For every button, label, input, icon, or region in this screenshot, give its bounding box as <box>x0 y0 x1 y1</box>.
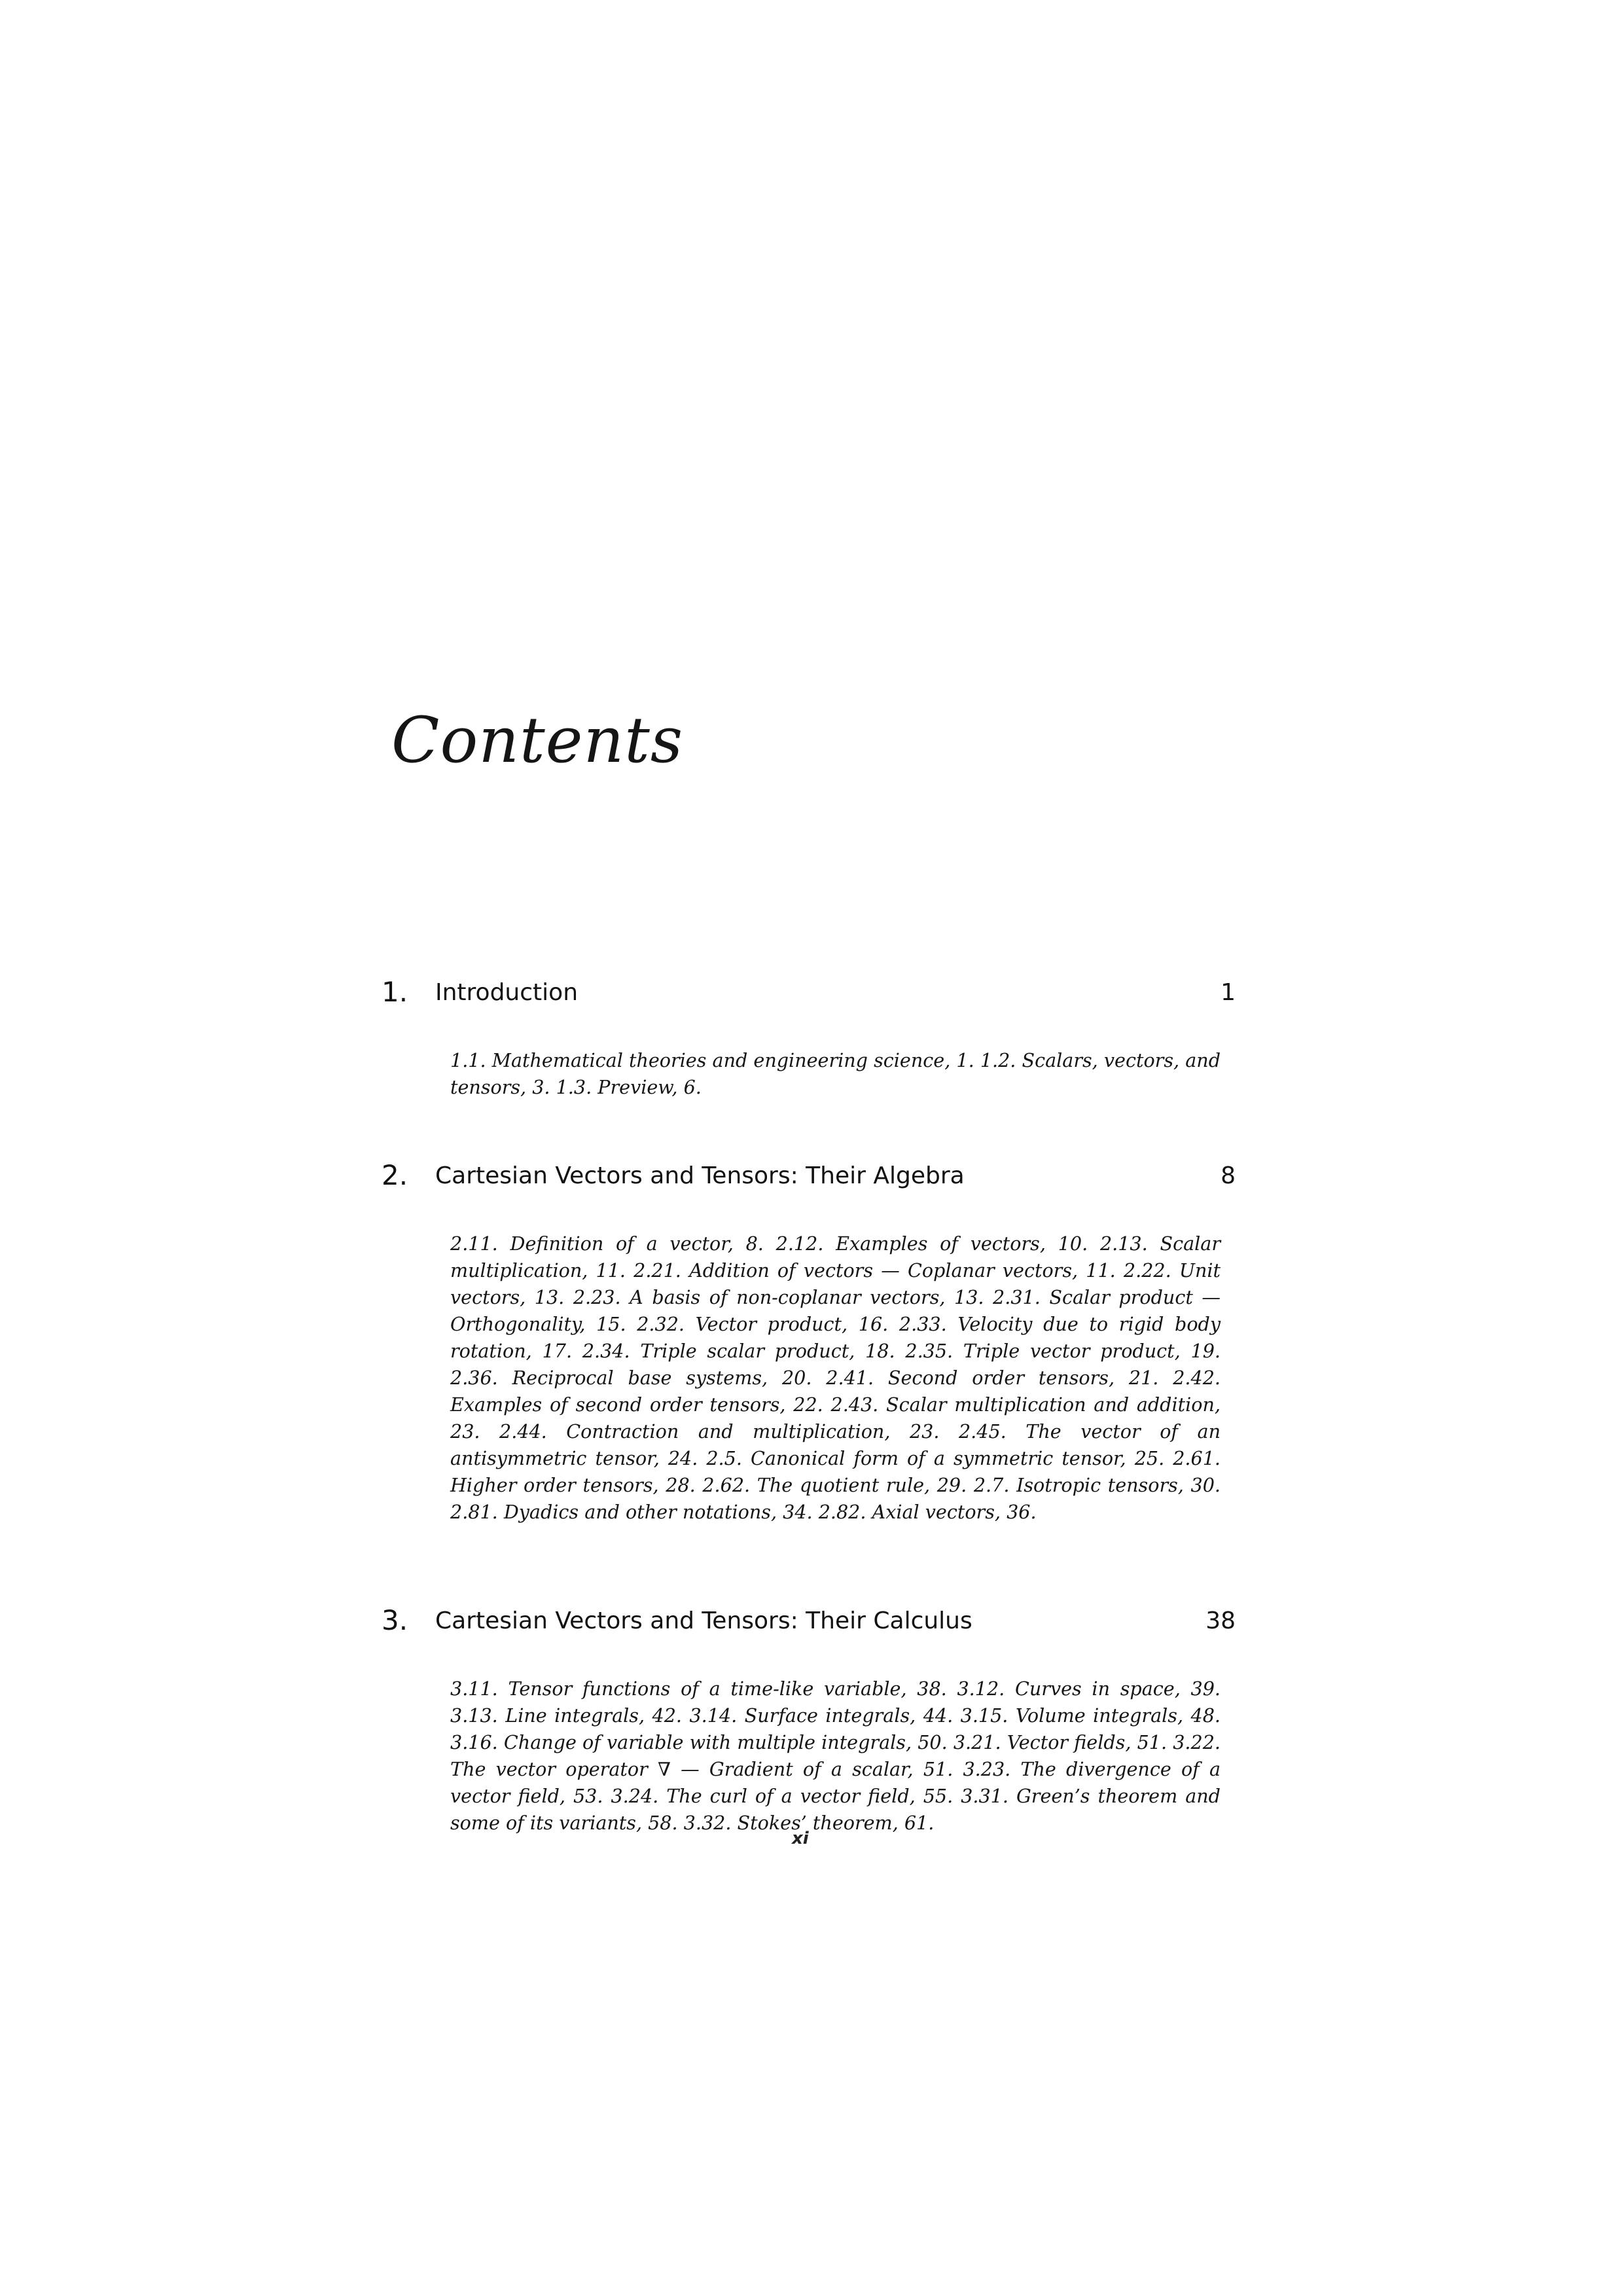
chapter-heading <box>382 1157 1236 1196</box>
page-folio: xi <box>792 1829 809 1848</box>
chapter-number: 3. <box>382 1604 408 1636</box>
chapter-number: 1. <box>382 976 408 1008</box>
chapter-2 <box>382 1157 1236 1526</box>
page-title: Contents <box>391 704 684 777</box>
chapter-number: 2. <box>382 1159 408 1191</box>
chapter-title: Cartesian Vectors and Tensors: Their Algebra <box>435 1162 965 1189</box>
chapter-heading <box>382 974 1236 1013</box>
chapter-sections: 2.11. Definition of a vector, 8. 2.12. Examples of vectors, 10. 2.13. Scalar multiplication, 11. 2.21. Addition of vectors — Coplanar vectors, 11. 2.22. Unit vectors, 13. 2.23. A basis of non-coplanar vectors, 13. 2.31. Scalar product — Orthogonality, 15. 2.32. Vector product, 16. 2.33. Velocity due to rigid body rotation, 17. 2.34. Triple scalar product, 18. 2.35. Triple vector product, 19. 2.36. Reciprocal base systems, 20. 2.41. Second order tensors, 21. 2.42. Examples of second order tensors, 22. 2.43. Scalar multiplication and addition, 23. 2.44. Contraction and multiplication, 23. 2.45. The vector of an antisymmetric tensor, 24. 2.5. Canonical form of a symmetric tensor, 25. 2.61. Higher order tensors, 28. 2.62. The quotient rule, 29. 2.7. Isotropic tensors, 30. 2.81. Dyadics and other notations, 34. 2.82. Axial vectors, 36. <box>450 1232 1221 1523</box>
chapter-1 <box>382 974 1236 1101</box>
chapter-page-number: 1 <box>1221 979 1236 1006</box>
chapter-sections: 1.1. Mathematical theories and engineering science, 1. 1.2. Scalars, vectors, and tensors, 3. 1.3. Preview, 6. <box>450 1049 1221 1098</box>
chapter-page-number: 8 <box>1221 1162 1236 1189</box>
chapter-heading <box>382 1602 1236 1641</box>
chapter-page-number: 38 <box>1205 1607 1236 1634</box>
chapter-title: Cartesian Vectors and Tensors: Their Calculus <box>435 1607 972 1634</box>
chapter-sections: 3.11. Tensor functions of a time-like variable, 38. 3.12. Curves in space, 39. 3.13. Line integrals, 42. 3.14. Surface integrals, 44. 3.15. Volume integrals, 48. 3.16. Change of variable with multiple integrals, 50. 3.21. Vector fields, 51. 3.22. The vector operator ∇ — Gradient of a scalar, 51. 3.23. The divergence of a vector field, 53. 3.24. The curl of a vector field, 55. 3.31. Green’s theorem and some of its variants, 58. 3.32. Stokes’ theorem, 61. <box>450 1677 1221 1834</box>
chapter-3 <box>382 1602 1236 1837</box>
chapter-title: Introduction <box>435 979 579 1006</box>
